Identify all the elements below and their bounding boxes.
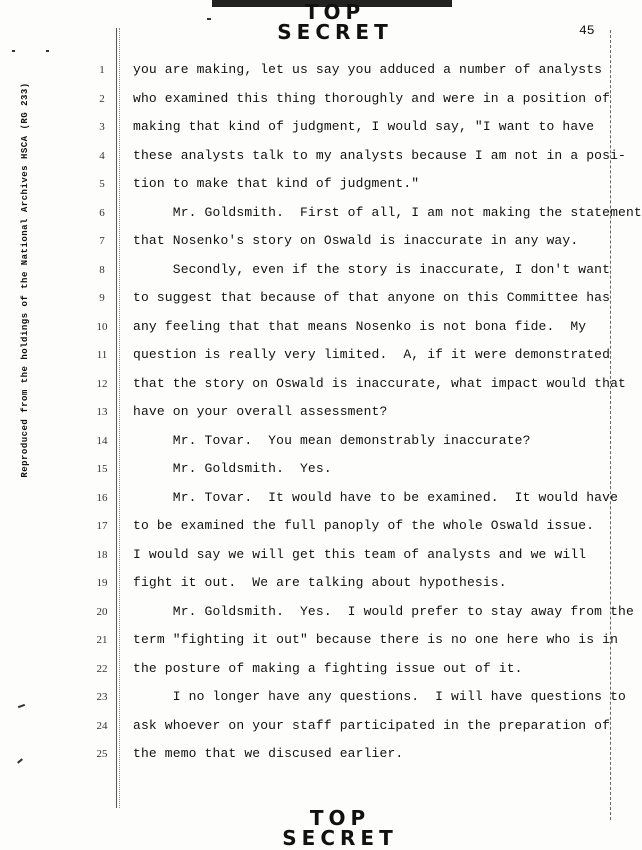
- line-number: 2: [99, 93, 105, 105]
- line-number: 20: [96, 606, 108, 618]
- line-number: 25: [96, 748, 108, 760]
- transcript-line: that Nosenko's story on Oswald is inaccurate in any way.: [133, 233, 579, 248]
- transcript-line: Mr. Tovar. You mean demonstrably inaccurate?: [133, 433, 531, 448]
- transcript-line: that the story on Oswald is inaccurate, what impact would that: [133, 376, 626, 391]
- line-number: 19: [96, 577, 108, 589]
- transcript-line: any feeling that that means Nosenko is not bona fide. My: [133, 319, 587, 334]
- page-number: 45: [579, 23, 595, 38]
- line-number: 9: [99, 292, 105, 304]
- line-number: 18: [96, 549, 108, 561]
- transcript-line: you are making, let us say you adduced a number of analysts: [133, 62, 603, 77]
- transcript-line: the memo that we discused earlier.: [133, 746, 404, 761]
- line-number: 22: [96, 663, 108, 675]
- scan-speck: [207, 18, 211, 20]
- transcript-line: the posture of making a fighting issue out of it.: [133, 661, 523, 676]
- transcript-line: Mr. Tovar. It would have to be examined. It would have: [133, 490, 619, 505]
- transcript-line: making that kind of judgment, I would say, "I want to have: [133, 119, 595, 134]
- transcript-line: I would say we will get this team of analysts and we will: [133, 547, 587, 562]
- line-number: 6: [99, 207, 105, 219]
- transcript-line: ask whoever on your staff participated in the preparation of: [133, 718, 611, 733]
- transcript-line: have on your overall assessment?: [133, 404, 388, 419]
- transcript-line: Secondly, even if the story is inaccurate, I don't want: [133, 262, 611, 277]
- transcript-line: tion to make that kind of judgment.": [133, 176, 420, 191]
- transcript-line: to be examined the full panoply of the whole Oswald issue.: [133, 518, 595, 533]
- line-number: 21: [96, 634, 108, 646]
- line-number: 14: [96, 435, 108, 447]
- line-number: 17: [96, 520, 108, 532]
- line-number: 24: [96, 720, 108, 732]
- scan-speck: [12, 50, 15, 52]
- line-number: 15: [96, 463, 108, 475]
- line-number: 13: [96, 406, 108, 418]
- line-number: 23: [96, 691, 108, 703]
- footer-classification-stamp: TOP SECRET: [282, 806, 398, 850]
- transcript-line: Mr. Goldsmith. Yes.: [133, 461, 332, 476]
- transcript-line: Mr. Goldsmith. First of all, I am not making the statement: [133, 205, 642, 220]
- line-number: 12: [96, 378, 108, 390]
- scan-speck: [18, 704, 25, 708]
- archive-caption-text: Reproduced from the holdings of the National Archives HSCA (RG 233): [20, 82, 30, 478]
- transcript-line: who examined this thing thoroughly and were in a position of: [133, 91, 611, 106]
- transcript-line: I no longer have any questions. I will have questions to: [133, 689, 626, 704]
- line-number: 7: [99, 235, 105, 247]
- line-number: 10: [96, 321, 108, 333]
- line-number: 1: [99, 64, 105, 76]
- transcript-line: these analysts talk to my analysts because I am not in a posi-: [133, 148, 626, 163]
- transcript-line: question is really very limited. A, if it were demonstrated: [133, 347, 611, 362]
- line-number: 5: [99, 178, 105, 190]
- line-number: 8: [99, 264, 105, 276]
- scan-speck: [46, 50, 49, 52]
- line-number: 11: [96, 349, 108, 361]
- transcript-line: fight it out. We are talking about hypothesis.: [133, 575, 507, 590]
- header-classification-stamp: TOP SECRET: [277, 0, 393, 44]
- line-number: 4: [99, 150, 105, 162]
- transcript-line: to suggest that because of that anyone on this Committee has: [133, 290, 611, 305]
- scan-speck: [17, 758, 23, 763]
- line-number: 3: [99, 121, 105, 133]
- transcript-line: term "fighting it out" because there is no one here who is in: [133, 632, 619, 647]
- line-number: 16: [96, 492, 108, 504]
- transcript-line: Mr. Goldsmith. Yes. I would prefer to stay away from the: [133, 604, 634, 619]
- left-margin-rule: [116, 28, 120, 808]
